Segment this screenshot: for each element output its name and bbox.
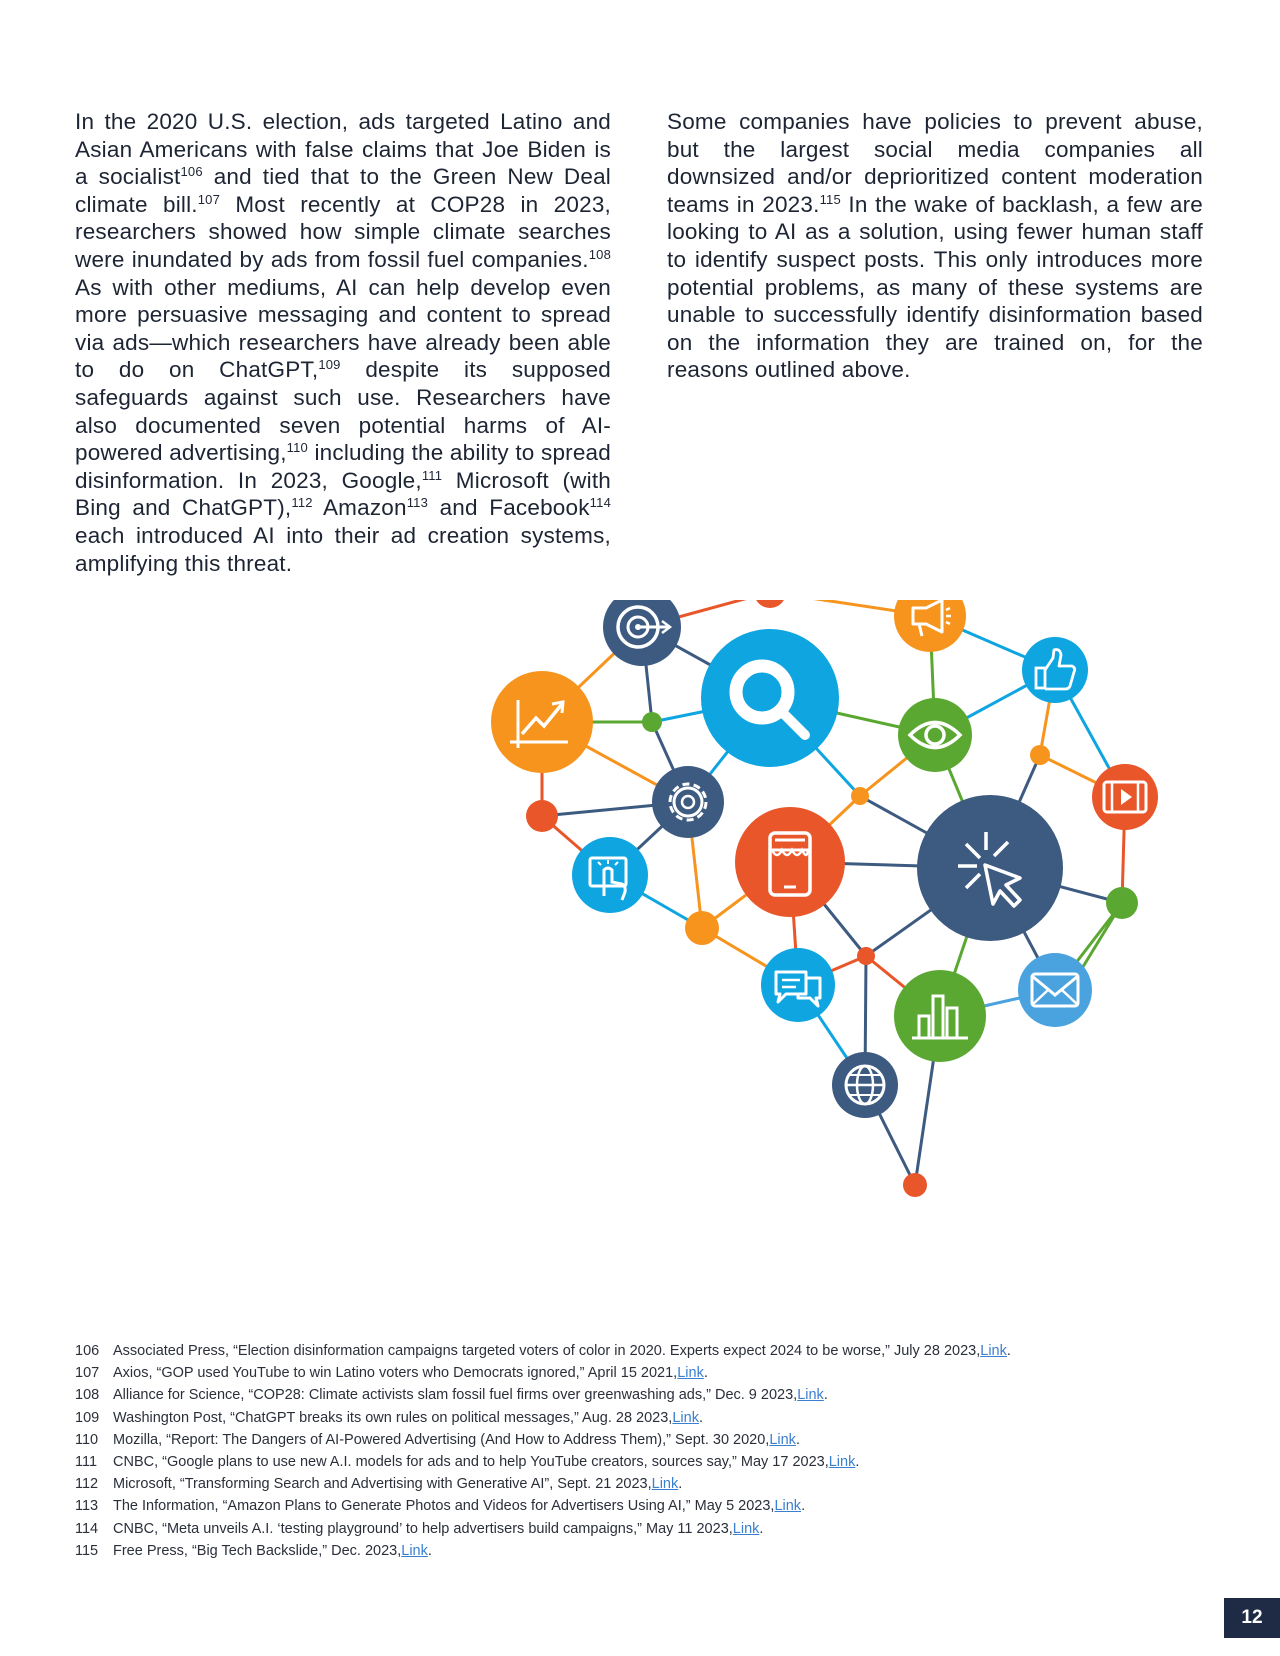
right-column-paragraph: Some companies have policies to prevent abuse, but the largest social media companies all downsized and/or deprioritized content moderation teams in 2023.$^{115}$ In the wake of backlash, a few are looking to AI as a solution, using fewer human staff to identify suspect posts. This only introduces more potential problems, as many of these systems are unable to successfully identify disinformation based on the information they are trained on, for the reasons outlined above.	[667, 109, 1203, 383]
chat-icon	[761, 948, 835, 1022]
footnote-link[interactable]: Link	[797, 1387, 824, 1404]
node-dot	[1106, 887, 1138, 919]
footnote-ref[interactable]: 106	[180, 164, 203, 180]
footnote-link[interactable]: Link	[401, 1542, 428, 1559]
footnote-ref[interactable]: 115	[819, 191, 841, 207]
footnote-link[interactable]: Link	[774, 1498, 802, 1515]
node-dot	[754, 600, 786, 608]
gear-icon	[652, 766, 724, 838]
footnote-link[interactable]: Link	[677, 1365, 704, 1382]
chart-growth-icon	[491, 671, 593, 773]
target-icon	[603, 600, 681, 666]
page-number: 12	[1224, 1598, 1280, 1638]
footnote-item: 113 The Information, “Amazon Plans to Generate Photos and Videos for Advertisers Using AI,” May 5 2023, Link .	[75, 1495, 1195, 1517]
footnote-item: 114 CNBC, “Meta unveils A.I. ‘testing playground’ to help advertisers build campaigns,” May 11 2023, Link .	[75, 1518, 1195, 1540]
network-brain-illustration	[480, 600, 1180, 1270]
footnote-ref[interactable]: 107	[197, 191, 221, 207]
footnote-ref[interactable]: 110	[286, 440, 308, 456]
footnote-link[interactable]: Link	[651, 1476, 679, 1493]
footnote-ref[interactable]: 108	[588, 246, 611, 262]
footnote-link[interactable]: Link	[769, 1431, 796, 1448]
footnote-ref[interactable]: 114	[589, 495, 611, 511]
footnote-ref[interactable]: 109	[318, 357, 341, 373]
footnotes-list	[75, 1340, 1195, 1562]
mobile-shop-icon	[735, 807, 845, 917]
footnote-ref[interactable]: 112	[291, 495, 313, 511]
megaphone-icon	[894, 600, 966, 652]
footnote-link[interactable]: Link	[980, 1343, 1007, 1359]
eye-icon	[898, 698, 972, 772]
node-dot	[685, 911, 719, 945]
node-dot	[1030, 745, 1050, 765]
footnote-link[interactable]: Link	[672, 1409, 699, 1426]
bar-chart-icon	[894, 970, 986, 1062]
footnote-link[interactable]: Link	[828, 1454, 856, 1471]
node-dot	[642, 712, 662, 732]
globe-icon	[832, 1052, 898, 1118]
thumbs-up-icon	[1022, 637, 1088, 703]
footnote-item: 110 Mozilla, “Report: The Dangers of AI-Powered Advertising (And How to Address Them),” Sept. 30 2020, Link .	[75, 1429, 1195, 1451]
footnote-item: 108 Alliance for Science, “COP28: Climate activists slam fossil fuel firms over greenwashing ads,” Dec. 9 2023, Link .	[75, 1384, 1195, 1406]
footnote-ref[interactable]: 113	[406, 495, 429, 511]
footnote-item: 109 Washington Post, “ChatGPT breaks its own rules on political messages,” Aug. 28 2023, Link .	[75, 1407, 1195, 1429]
footnote-item: 112 Microsoft, “Transforming Search and Advertising with Generative AI”, Sept. 21 2023, Link .	[75, 1473, 1195, 1495]
footnote-link[interactable]: Link	[732, 1520, 760, 1537]
node-dot	[851, 787, 869, 805]
search-icon	[701, 629, 839, 767]
node-dot	[903, 1173, 927, 1197]
footnote-item: 106 Associated Press, “Election disinformation campaigns targeted voters of color in 2020. Experts expect 2024 to be worse,” July 28 2023, Link .	[75, 1340, 1195, 1362]
cursor-click-icon	[917, 795, 1063, 941]
touch-screen-icon	[572, 837, 648, 913]
node-dot	[526, 800, 558, 832]
node-dot	[857, 947, 875, 965]
footnote-item: 115 Free Press, “Big Tech Backslide,” Dec. 2023, Link .	[75, 1540, 1195, 1562]
left-column-paragraph: In the 2020 U.S. election, ads targeted Latino and Asian Americans with false claims that Joe Biden is a socialist$^{106}$ and tied that to the Green New Deal climate bill.$^{107}$ Most recently at COP28 in 2023, researchers showed how simple climate searches were inundated by ads from fossil fuel companies.$^{108}$ As with other mediums, AI can help develop even more persuasive messaging and content to spread via ads—which researchers have already been able to do on ChatGPT,$^{109}$ despite its supposed safeguards against such use. Researchers have also documented seven potential harms of AI-powered advertising,$^{110}$ including the ability to spread disinformation. In 2023, Google,$^{111}$ Microsoft (with Bing and ChatGPT),$^{112}$ Amazon$^{113}$ and Facebook$^{114}$ each introduced AI into their ad creation systems, amplifying this threat.	[75, 109, 611, 576]
footnote-item: 111 CNBC, “Google plans to use new A.I. models for ads and to help YouTube creators, sources say,” May 17 2023, Link .	[75, 1451, 1195, 1473]
footnote-item: 107 Axios, “GOP used YouTube to win Latino voters who Democrats ignored,” April 15 2021, Link .	[75, 1362, 1195, 1384]
video-icon	[1092, 764, 1158, 830]
email-icon	[1018, 953, 1092, 1027]
footnote-ref[interactable]: 111	[421, 467, 443, 483]
